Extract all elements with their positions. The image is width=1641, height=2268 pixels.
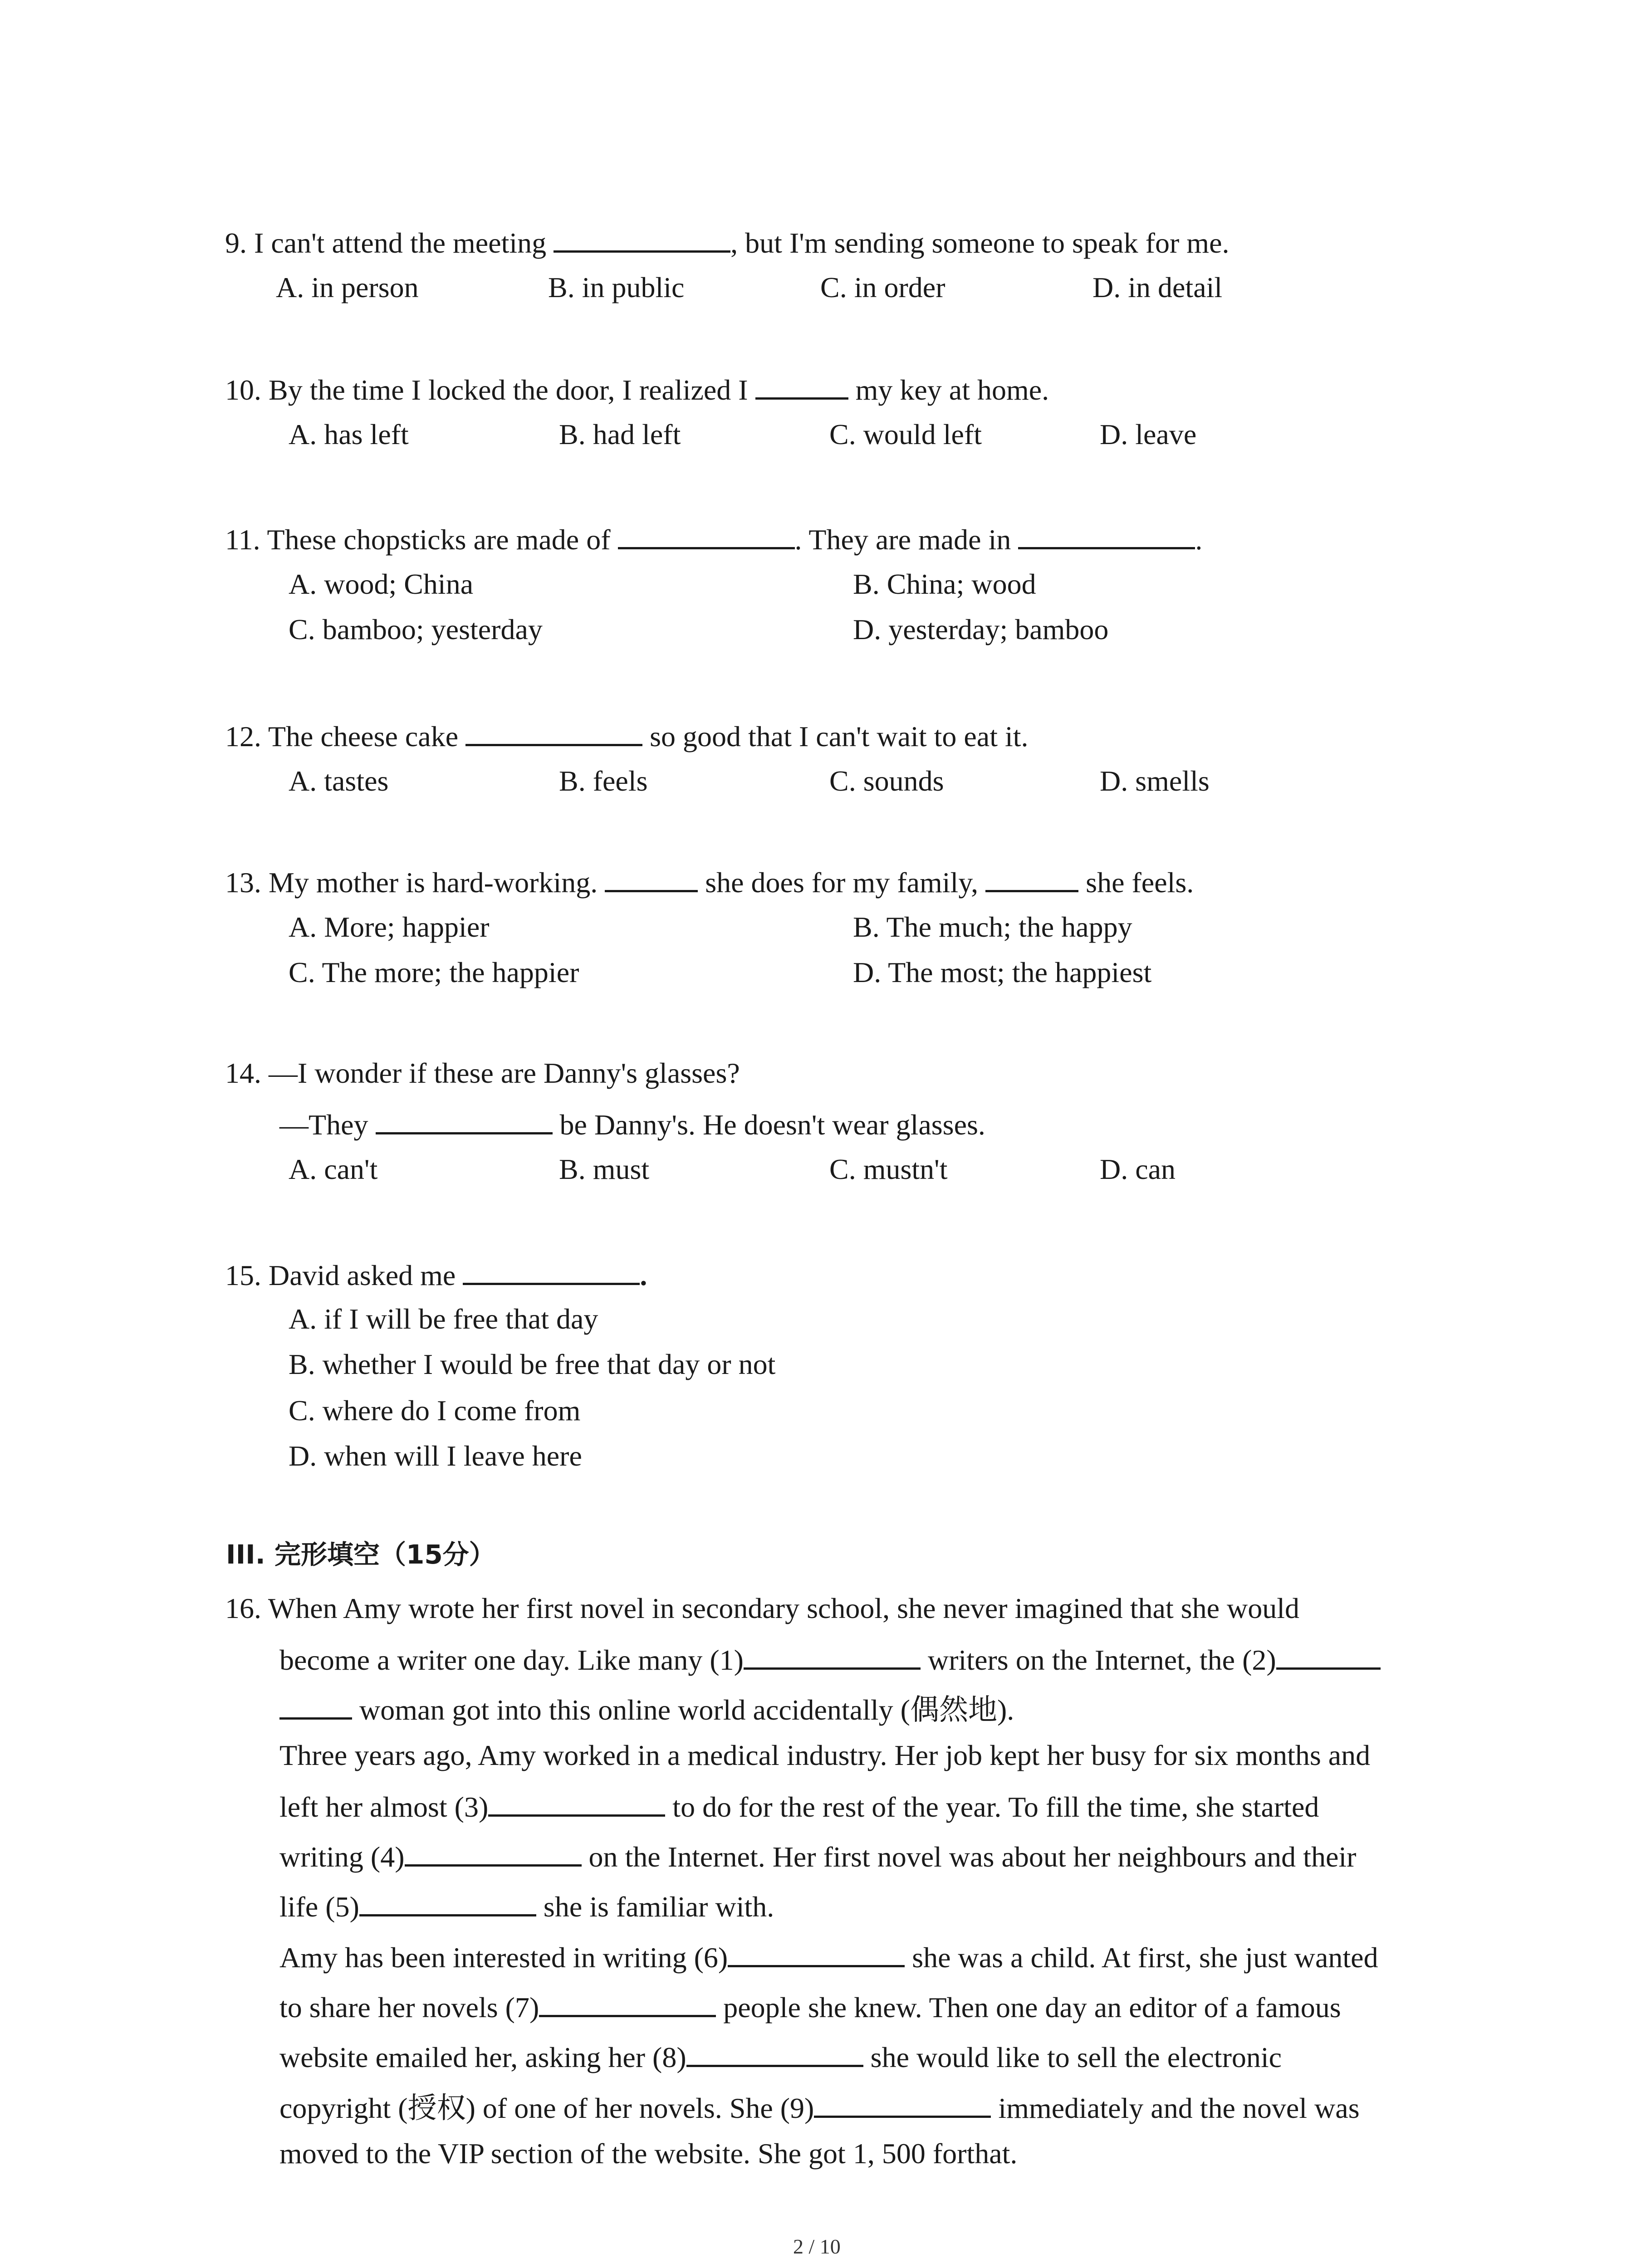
passage-text: Amy has been interested in writing (6) [279, 1941, 728, 1974]
question-15-text-end: . [640, 1259, 647, 1291]
option-b: B. China; wood [853, 568, 1036, 600]
passage-text: she would like to sell the electronic [863, 2041, 1282, 2073]
answer-blank-6 [728, 1941, 905, 1967]
question-15-stem [225, 1259, 647, 1290]
answer-blank [985, 866, 1078, 892]
answer-blank [605, 866, 698, 892]
question-14-line-1: 14. —I wonder if these are Danny's glasses? [225, 1057, 740, 1089]
passage-line [279, 2092, 1360, 2123]
passage-line: moved to the VIP section of the website. She got 1, 500 forthat. [279, 2137, 1018, 2170]
option-c: C. where do I come from [289, 1394, 581, 1427]
passage-text: writers on the Internet, the (2) [920, 1644, 1276, 1676]
passage-text: to do for the rest of the year. To fill the time, she started [665, 1791, 1319, 1823]
passage-line [279, 1891, 774, 1921]
option-c: C. sounds [829, 765, 944, 797]
option-b: B. had left [559, 418, 681, 450]
passage-text: writing (4) [279, 1841, 405, 1873]
question-11-text-end: . [1195, 523, 1203, 556]
option-a: A. in person [276, 271, 419, 303]
passage-line [279, 1694, 1014, 1725]
passage-line: Three years ago, Amy worked in a medical industry. Her job kept her busy for six months and [279, 1739, 1371, 1771]
passage-line [279, 1991, 1341, 2022]
option-d: D. The most; the happiest [853, 956, 1152, 988]
option-d: D. yesterday; bamboo [853, 613, 1109, 645]
section-3-heading: III. 完形填空（15分） [226, 1539, 495, 1570]
answer-blank-9 [814, 2092, 991, 2118]
passage-line [279, 1941, 1378, 1972]
option-a: A. More; happier [289, 911, 490, 943]
passage-line [279, 1644, 1381, 1675]
answer-blank-2-cont [279, 1694, 352, 1720]
passage-text: people she knew. Then one day an editor of a famous [716, 1991, 1341, 2024]
question-11-text-mid: . They are made in [794, 523, 1019, 556]
answer-blank [376, 1109, 553, 1134]
passage-text: on the Internet. Her first novel was about her neighbours and their [581, 1841, 1357, 1873]
answer-blank [554, 227, 730, 253]
passage-text: to share her novels (7) [279, 1991, 539, 2024]
passage-line [279, 1791, 1319, 1822]
option-a: A. has left [289, 418, 409, 450]
option-c: C. in order [820, 271, 945, 303]
option-c: C. The more; the happier [289, 956, 579, 988]
passage-line [279, 2041, 1282, 2072]
option-d: D. when will I leave here [289, 1440, 582, 1472]
question-11-text: 11. These chopsticks are made of [225, 523, 618, 556]
answer-blank [463, 1259, 640, 1285]
question-15-text: 15. David asked me [225, 1259, 463, 1291]
option-a: A. if I will be free that day [289, 1303, 598, 1335]
answer-blank-8 [686, 2041, 863, 2067]
question-14-text-end: be Danny's. He doesn't wear glasses. [552, 1109, 985, 1141]
passage-text: website emailed her, asking her (8) [279, 2041, 686, 2073]
question-12-stem [225, 720, 1029, 751]
answer-blank-5 [359, 1891, 536, 1916]
option-d: D. smells [1100, 765, 1210, 797]
question-10-text: 10. By the time I locked the door, I realized I [225, 374, 755, 406]
page-number: 2 / 10 [793, 2235, 841, 2258]
option-c: C. would left [829, 418, 982, 450]
question-9-text: 9. I can't attend the meeting [225, 227, 554, 259]
answer-blank-1 [744, 1644, 921, 1670]
option-d: D. in detail [1092, 271, 1223, 303]
option-a: A. wood; China [289, 568, 474, 600]
passage-line [279, 1841, 1356, 1872]
passage-line: 16. When Amy wrote her first novel in secondary school, she never imagined that she would [225, 1592, 1300, 1624]
question-9-stem [225, 227, 1229, 258]
passage-text: woman got into this online world accidentally (偶然地). [352, 1694, 1014, 1726]
question-14-line-2 [279, 1109, 985, 1139]
question-13-text: 13. My mother is hard-working. [225, 866, 605, 899]
option-b: B. feels [559, 765, 648, 797]
option-b: B. whether I would be free that day or not [289, 1348, 776, 1380]
option-d: D. can [1100, 1153, 1176, 1185]
option-c: C. bamboo; yesterday [289, 613, 543, 645]
answer-blank [1018, 523, 1195, 549]
question-14-text: —They [279, 1109, 376, 1141]
question-9-text-end: , but I'm sending someone to speak for me. [730, 227, 1230, 259]
passage-text: copyright (授权) of one of her novels. She (9) [279, 2092, 814, 2124]
option-c: C. mustn't [829, 1153, 948, 1185]
passage-text: life (5) [279, 1891, 359, 1923]
option-a: A. can't [289, 1153, 378, 1185]
option-b: B. The much; the happy [853, 911, 1132, 943]
answer-blank-4 [405, 1841, 582, 1867]
answer-blank [618, 523, 795, 549]
passage-text: she is familiar with. [536, 1891, 774, 1923]
answer-blank-3 [488, 1791, 665, 1817]
question-12-text-end: so good that I can't wait to eat it. [642, 720, 1029, 753]
option-b: B. in public [548, 271, 685, 303]
question-12-text: 12. The cheese cake [225, 720, 466, 753]
option-b: B. must [559, 1153, 650, 1185]
passage-text: become a writer one day. Like many (1) [279, 1644, 744, 1676]
question-13-text-end: she feels. [1078, 866, 1194, 899]
passage-text: immediately and the novel was [991, 2092, 1360, 2124]
question-13-text-mid: she does for my family, [698, 866, 986, 899]
answer-blank [465, 720, 642, 746]
question-10-text-end: my key at home. [848, 374, 1049, 406]
answer-blank-7 [539, 1991, 716, 2017]
option-d: D. leave [1100, 418, 1197, 450]
question-13-stem [225, 866, 1194, 897]
answer-blank-2 [1276, 1644, 1381, 1670]
option-a: A. tastes [289, 765, 389, 797]
question-10-stem [225, 374, 1049, 405]
passage-text: she was a child. At first, she just wanted [905, 1941, 1378, 1974]
answer-blank [755, 374, 848, 400]
question-11-stem [225, 523, 1202, 554]
passage-text: left her almost (3) [279, 1791, 489, 1823]
